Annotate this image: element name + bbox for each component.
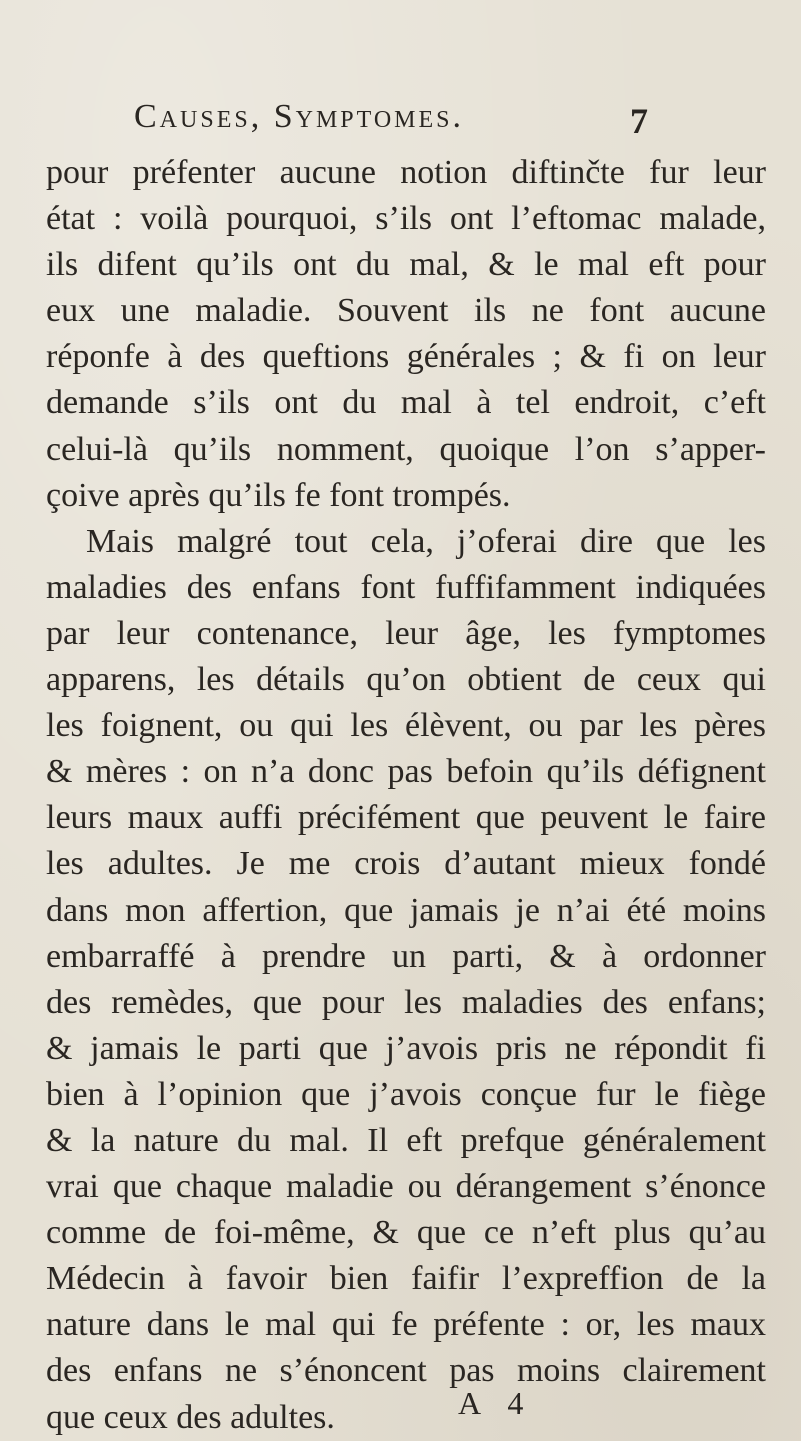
- text-line: apparens, les détails qu’on obtient de ceux qui: [46, 661, 766, 699]
- signature-mark: A 4: [458, 1385, 534, 1421]
- text-line: Mais malgré tout cela, j’oferai dire que les: [86, 522, 766, 560]
- text-line: des enfans ne s’énoncent pas moins clairement: [46, 1352, 766, 1390]
- text-line: bien à l’opinion que j’avois conçue fur le fiège: [46, 1075, 766, 1113]
- text-line: réponfe à des queftions générales ; & fi on leur: [46, 338, 766, 376]
- running-head: Causes, Symptomes.: [134, 98, 465, 135]
- text-line: pour préfenter aucune notion diftinčte fur leur: [46, 154, 766, 191]
- text-line: leurs maux auffi précifément que peuvent le faire: [46, 799, 766, 837]
- text-line: embarraffé à prendre un parti, & à ordonner: [46, 937, 766, 975]
- text-line: vrai que chaque maladie ou dérangement s’énonce: [46, 1168, 766, 1206]
- text-line: çoive après qu’ils fe font trompés.: [46, 476, 511, 514]
- text-line: par leur contenance, leur âge, les fymptomes: [46, 614, 766, 652]
- text-line: que ceux des adultes.: [46, 1398, 335, 1436]
- text-line: les foignent, ou qui les élèvent, ou par les pères: [46, 707, 766, 745]
- body-text: [46, 150, 766, 1441]
- text-line: dans mon affertion, que jamais je n’ai été moins: [46, 891, 766, 929]
- text-line: état : voilà pourquoi, s’ils ont l’eftomac malade,: [46, 200, 766, 238]
- text-line: maladies des enfans font fuffifamment indiquées: [46, 568, 766, 606]
- text-line: comme de foi-même, & que ce n’eft plus qu’au: [46, 1214, 766, 1252]
- text-line: nature dans le mal qui fe préfente : or, les maux: [46, 1306, 766, 1344]
- text-line: demande s’ils ont du mal à tel endroit, c’eft: [46, 384, 766, 422]
- text-line: & jamais le parti que j’avois pris ne répondit fi: [46, 1029, 766, 1067]
- text-line: ils difent qu’ils ont du mal, & le mal eft pour: [46, 246, 766, 284]
- text-line: eux une maladie. Souvent ils ne font aucune: [46, 292, 766, 330]
- text-line: & mères : on n’a donc pas befoin qu’ils défignent: [46, 753, 766, 791]
- page-number: 7: [630, 101, 648, 141]
- text-line: & la nature du mal. Il eft prefque généralement: [46, 1121, 766, 1159]
- text-line: celui-là qu’ils nomment, quoique l’on s’apper-: [46, 430, 766, 468]
- text-line: des remèdes, que pour les maladies des enfans;: [46, 983, 766, 1021]
- text-line: Médecin à favoir bien faifir l’expreffion de la: [46, 1260, 766, 1298]
- text-line: les adultes. Je me crois d’autant mieux fondé: [46, 845, 766, 883]
